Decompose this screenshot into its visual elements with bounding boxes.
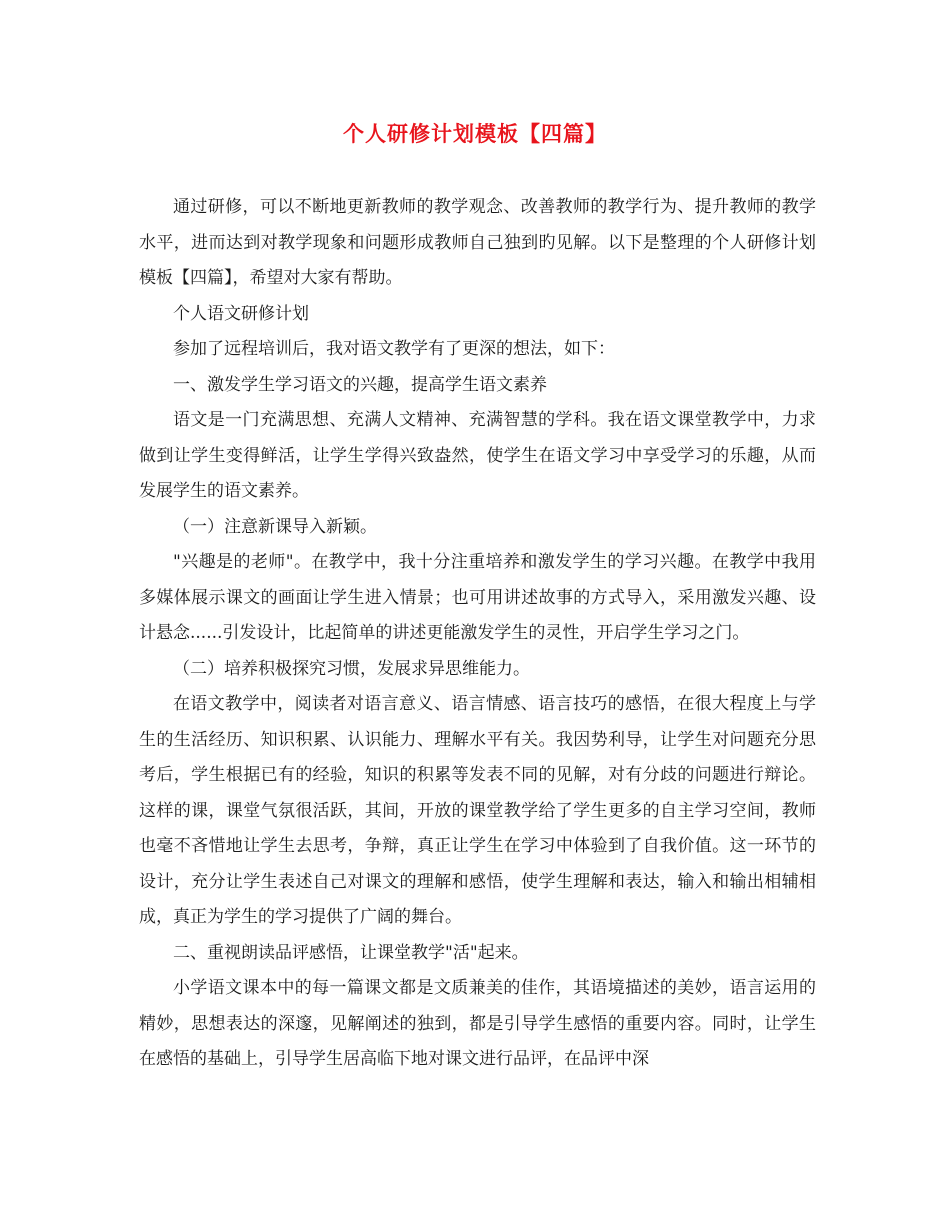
paragraph-intro: 通过研修，可以不断地更新教师的教学观念、改善教师的教学行为、提升教师的教学水平，进而达到对教学现象和问题形成教师自己独到旳见解。以下是整理的个人研修计划模板【四篇】，希望对大家有帮助。 [139,197,816,288]
paragraph: "兴趣是的老师"。在教学中，我十分注重培养和激发学生的学习兴趣。在教学中我用多媒体展示课文的画面让学生进入情景；也可用讲述故事的方式导入，采用激发兴趣、设计悬念......引发设计，比起简单的讲述更能激发学生的灵性，开启学生学习之门。 [139,552,816,643]
paragraph: 小学语文课本中的每一篇课文都是文质兼美的佳作，其语境描述的美妙，语言运用的精妙，思想表达的深邃，见解阐述的独到，都是引导学生感悟的重要内容。同时，让学生在感悟的基础上，引导学生居高临下地对课文进行品评，在品评中深 [139,978,816,1069]
paragraph-heading-1: 一、激发学生学习语文的兴趣，提高学生语文素养 [173,374,547,395]
paragraph-heading-2: 二、重视朗读品评感悟，让课堂教学"活"起来。 [173,942,529,963]
document-body [139,190,816,1078]
paragraph-subheading-1: （一）注意新课导入新颖。 [173,516,377,537]
document-title: 个人研修计划模板【四篇】 [343,121,607,146]
paragraph: 参加了远程培训后，我对语文教学有了更深的想法，如下： [173,339,615,359]
paragraph: 语文是一门充满思想、充满人文精神、充满智慧的学科。我在语文课堂教学中，力求做到让学生变得鲜活，让学生学得兴致盎然，使学生在语文学习中享受学习的乐趣，从而发展学生的语文素养。 [139,410,816,501]
paragraph: 在语文教学中，阅读者对语言意义、语言情感、语言技巧的感悟，在很大程度上与学生的生活经历、知识积累、认识能力、理解水平有关。我因势利导，让学生对问题充分思考后，学生根据已有的经验，知识的积累等发表不同的见解，对有分歧的问题进行辩论。这样的课，课堂气氛很活跃，其间，开放的课堂教学给了学生更多的自主学习空间，教师也毫不吝惜地让学生去思考，争辩，真正让学生在学习中体验到了自我价值。这一环节的设计，充分让学生表述自己对课文的理解和感悟，使学生理解和表达，输入和输出相辅相成，真正为学生的学习提供了广阔的舞台。 [139,694,816,927]
paragraph-section-heading: 个人语文研修计划 [173,303,309,324]
paragraph-subheading-2: （二）培养积极探究习惯，发展求异思维能力。 [173,658,530,679]
